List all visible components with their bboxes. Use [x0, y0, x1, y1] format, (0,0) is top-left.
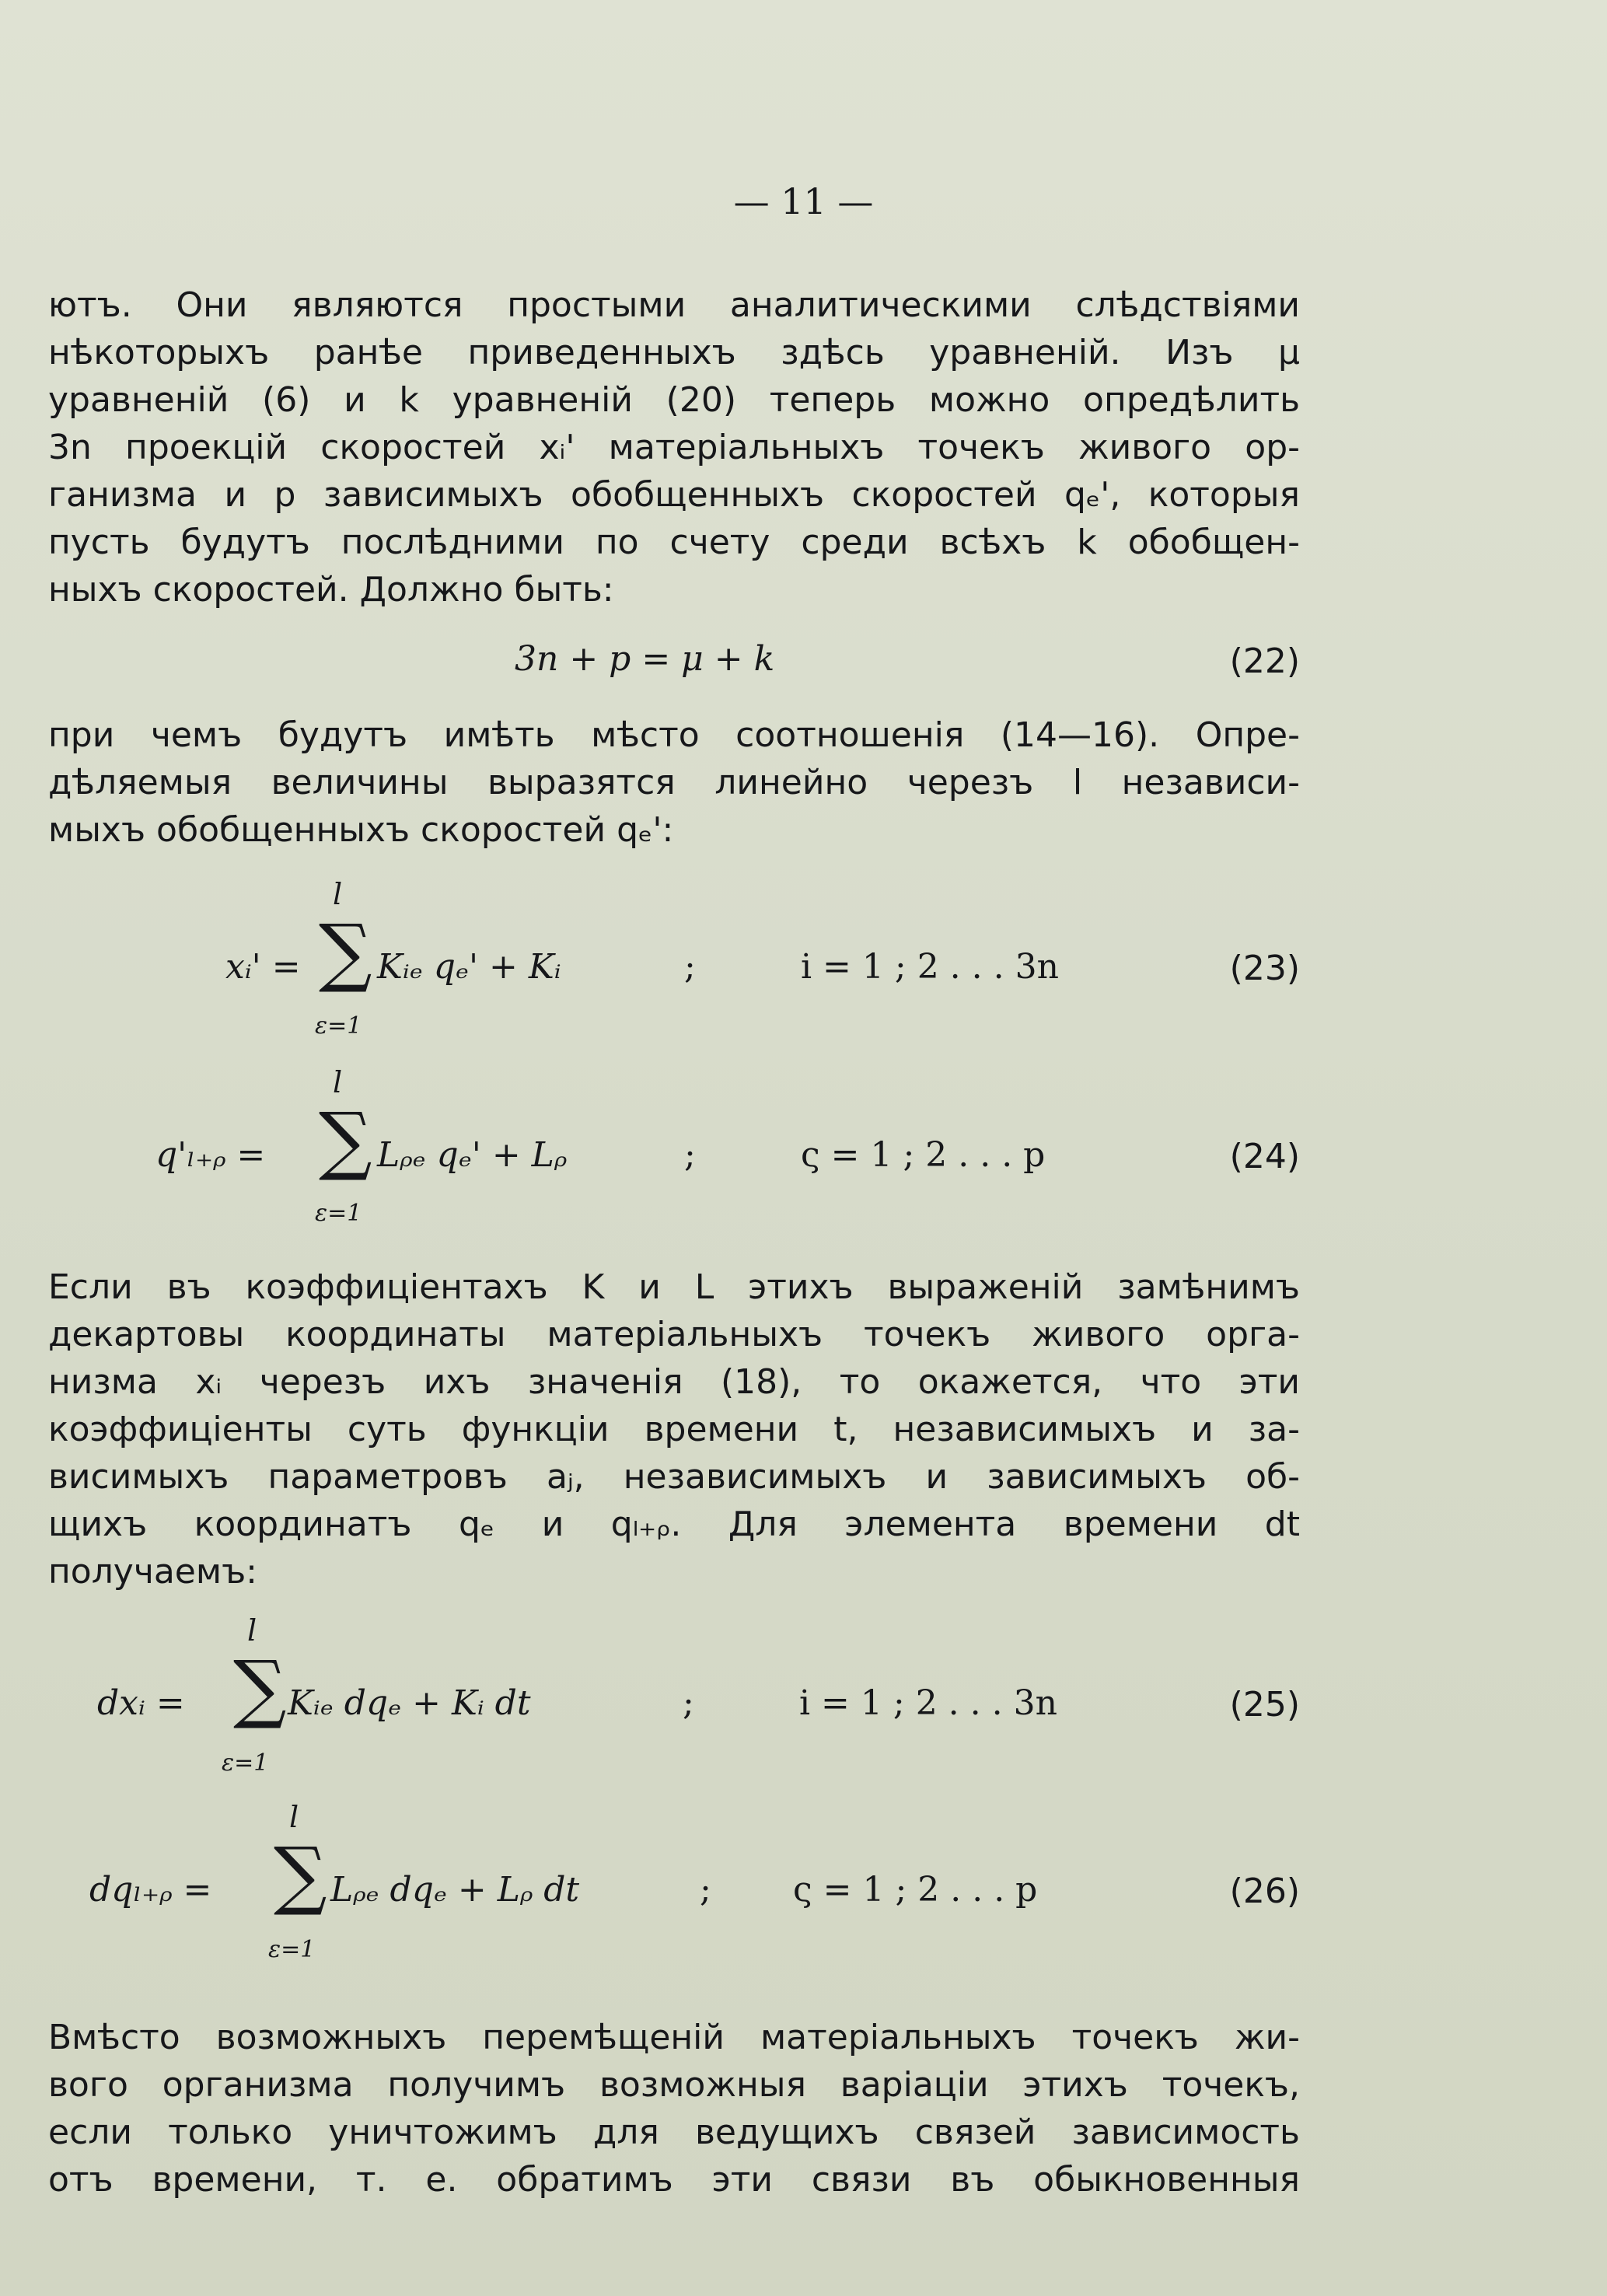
text-line: ныхъ скоростей. Должно быть: — [48, 570, 614, 610]
sum-upper-limit: l — [247, 1613, 257, 1648]
text-line: Если въ коэффиціентахъ K и L этихъ выраженій замѣнимъ — [48, 1267, 1300, 1307]
equation-range: ς = 1 ; 2 . . . p — [793, 1870, 1038, 1910]
text-line: уравненій (6) и k уравненій (20) теперь можно опредѣлить — [48, 380, 1300, 420]
equation-range: i = 1 ; 2 . . . 3n — [801, 947, 1059, 987]
sum-lower-limit: ε=1 — [268, 1936, 316, 1963]
equation-lhs: xᵢ' = — [225, 947, 301, 987]
sum-lower-limit: ε=1 — [315, 1012, 362, 1040]
equation-lhs: dxᵢ = — [97, 1683, 185, 1723]
sum-upper-limit: l — [289, 1800, 299, 1834]
sum-lower-limit: ε=1 — [315, 1200, 362, 1227]
sigma-icon: ∑ — [319, 908, 372, 995]
text-line: мыхъ обобщенныхъ скоростей qₑ': — [48, 810, 674, 850]
equation-number: (23) — [1229, 949, 1300, 988]
paragraph-1 — [48, 281, 1300, 613]
equation-lhs: q'ₗ₊ᵨ = — [155, 1135, 266, 1175]
equation-separator: ; — [684, 1135, 696, 1175]
text-line: декартовы координаты матеріальныхъ точекъ живого орга- — [48, 1315, 1300, 1354]
equation-number: (26) — [1229, 1871, 1300, 1911]
text-line: пусть будутъ послѣдними по счету среди всѣхъ k обобщен- — [48, 522, 1300, 562]
text-line: коэффиціенты суть функціи времени t, независимыхъ и за- — [48, 1410, 1300, 1449]
sum-lower-limit: ε=1 — [222, 1749, 269, 1777]
equation-rhs: Kᵢₑ dqₑ + Kᵢ dt — [288, 1683, 531, 1723]
equation-range: ς = 1 ; 2 . . . p — [801, 1135, 1046, 1175]
equation-separator: ; — [684, 947, 696, 987]
text-line: отъ времени, т. е. обратимъ эти связи въ обыкновенныя — [48, 2160, 1300, 2200]
text-line: висимыхъ параметровъ aⱼ, независимыхъ и зависимыхъ об- — [48, 1457, 1300, 1497]
text-line: ганизма и p зависимыхъ обобщенныхъ скоростей qₑ', которыя — [48, 475, 1300, 515]
equation-number: (22) — [1229, 641, 1300, 681]
equation-rhs: Kᵢₑ qₑ' + Kᵢ — [377, 947, 561, 987]
equation-formula: 3n + p = μ + k — [515, 639, 775, 679]
text-line: низма xᵢ черезъ ихъ значенія (18), то окажется, что эти — [48, 1362, 1300, 1402]
text-line: получаемъ: — [48, 1552, 257, 1592]
paragraph-3 — [48, 1263, 1300, 1595]
equation-separator: ; — [683, 1683, 694, 1723]
text-line: Вмѣсто возможныхъ перемѣщеній матеріальныхъ точекъ жи- — [48, 2018, 1300, 2057]
equation-separator: ; — [700, 1870, 711, 1910]
page-number: — 11 — — [733, 180, 874, 222]
equation-rhs: Lᵨₑ dqₑ + Lᵨ dt — [330, 1870, 580, 1910]
text-line: 3n проекцій скоростей xᵢ' матеріальныхъ точекъ живого ор- — [48, 428, 1300, 467]
sigma-icon: ∑ — [319, 1096, 372, 1183]
paragraph-2 — [48, 711, 1300, 854]
text-line: при чемъ будутъ имѣть мѣсто соотношенія (14—16). Опре- — [48, 715, 1300, 755]
sum-upper-limit: l — [333, 877, 343, 911]
equation-number: (25) — [1229, 1685, 1300, 1725]
equation-range: i = 1 ; 2 . . . 3n — [799, 1683, 1057, 1723]
text-line: дѣляемыя величины выразятся линейно черезъ l независи- — [48, 763, 1300, 802]
equation-rhs: Lᵨₑ qₑ' + Lᵨ — [377, 1135, 568, 1175]
sum-upper-limit: l — [333, 1065, 343, 1099]
text-line: нѣкоторыхъ ранѣе приведенныхъ здѣсь уравненій. Изъ μ — [48, 333, 1300, 372]
equation-lhs: dqₗ₊ᵨ = — [89, 1870, 212, 1910]
text-line: вого организма получимъ возможныя варіаціи этихъ точекъ, — [48, 2065, 1300, 2105]
text-line: ютъ. Они являются простыми аналитическими слѣдствіями — [48, 285, 1300, 325]
text-line: если только уничтожимъ для ведущихъ связей зависимость — [48, 2113, 1300, 2152]
sigma-icon: ∑ — [274, 1831, 327, 1918]
sigma-icon: ∑ — [233, 1644, 287, 1732]
equation-number: (24) — [1229, 1137, 1300, 1176]
paragraph-4 — [48, 2014, 1300, 2203]
text-line: щихъ координатъ qₑ и qₗ₊ᵨ. Для элемента времени dt — [48, 1504, 1300, 1544]
